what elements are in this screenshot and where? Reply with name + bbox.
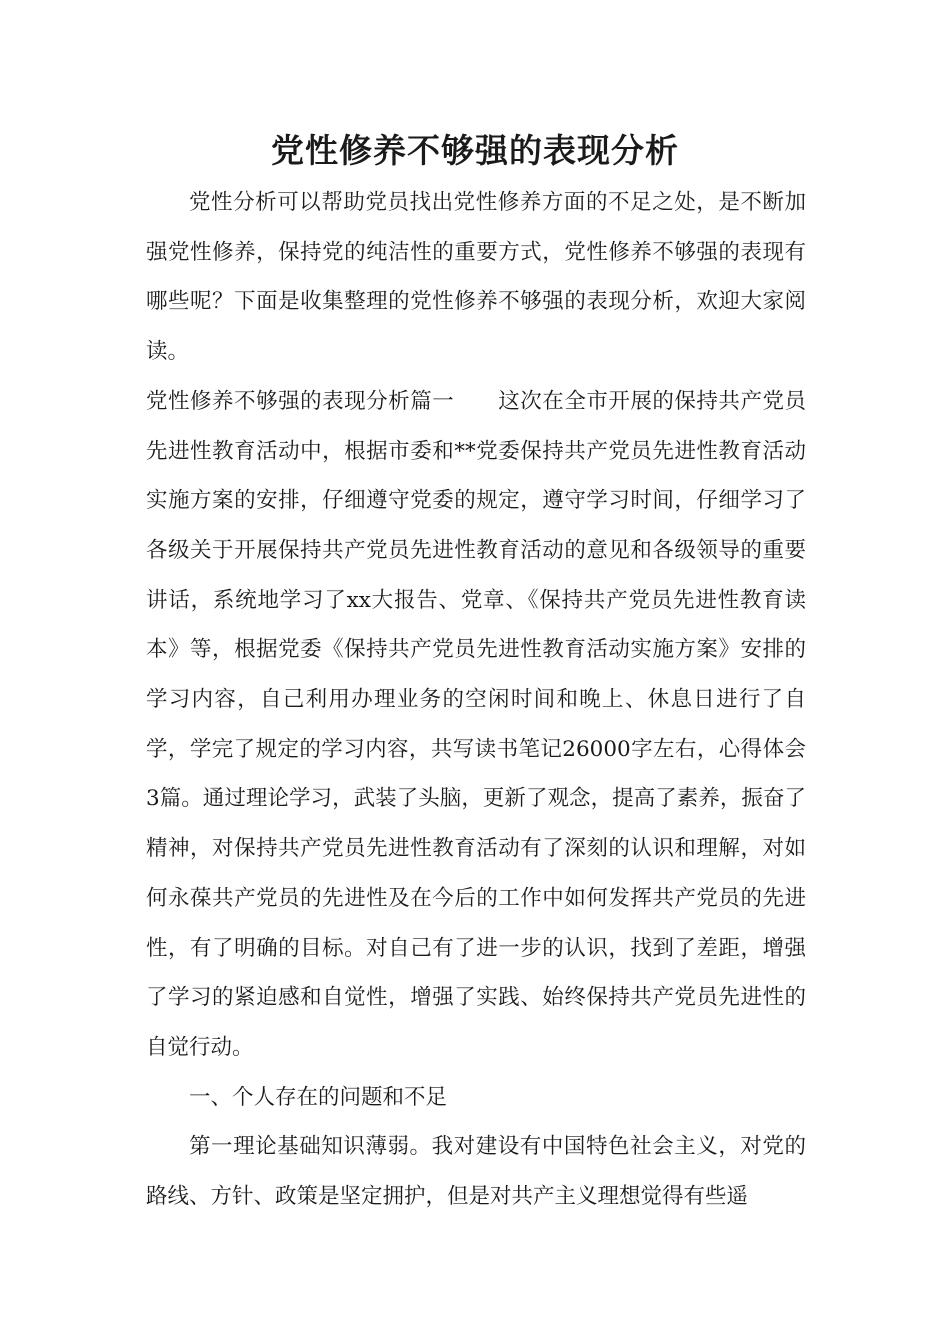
intro-paragraph: 党性分析可以帮助党员找出党性修养方面的不足之处，是不断加强党性修养，保持党的纯洁性的重要方式，党性修养不够强的表现有哪些呢？下面是收集整理的党性修养不够强的表现分析，欢迎大家阅读。 [146, 190, 806, 365]
document-body [146, 178, 806, 1222]
article-one-paragraph: 党性修养不够强的表现分析篇一 这次在全市开展的保持共产党员先进性教育活动中，根据市委和**党委保持共产党员先进性教育活动实施方案的安排，仔细遵守党委的规定，遵守学习时间，仔细学习了各级关于开展保持共产党员先进性教育活动的意见和各级领导的重要讲话，系统地学习了xx大报告、党章、《保持共产党员先进性教育读本》等，根据党委《保持共产党员先进性教育活动实施方案》安排的学习内容，自己利用办理业务的空闲时间和晚上、休息日进行了自学，学完了规定的学习内容，共写读书笔记26000字左右，心得体会3篇。通过理论学习，武装了头脑，更新了观念，提高了素养，振奋了精神，对保持共产党员先进性教育活动有了深刻的认识和理解，对如何永葆共产党员的先进性及在今后的工作中如何发挥共产党员的先进性，有了明确的目标。对自己有了进一步的认识，找到了差距，增强了学习的紧迫感和自觉性，增强了实践、始终保持共产党员先进性的自觉行动。 [146, 388, 806, 1060]
document-title: 党性修养不够强的表现分析 [271, 131, 679, 170]
theory-foundation-paragraph: 第一理论基础知识薄弱。我对建设有中国特色社会主义，对党的路线、方针、政策是坚定拥护，但是对共产主义理想觉得有些遥 [146, 1134, 806, 1210]
section-heading-problems: 一、个人存在的问题和不足 [189, 1084, 448, 1110]
